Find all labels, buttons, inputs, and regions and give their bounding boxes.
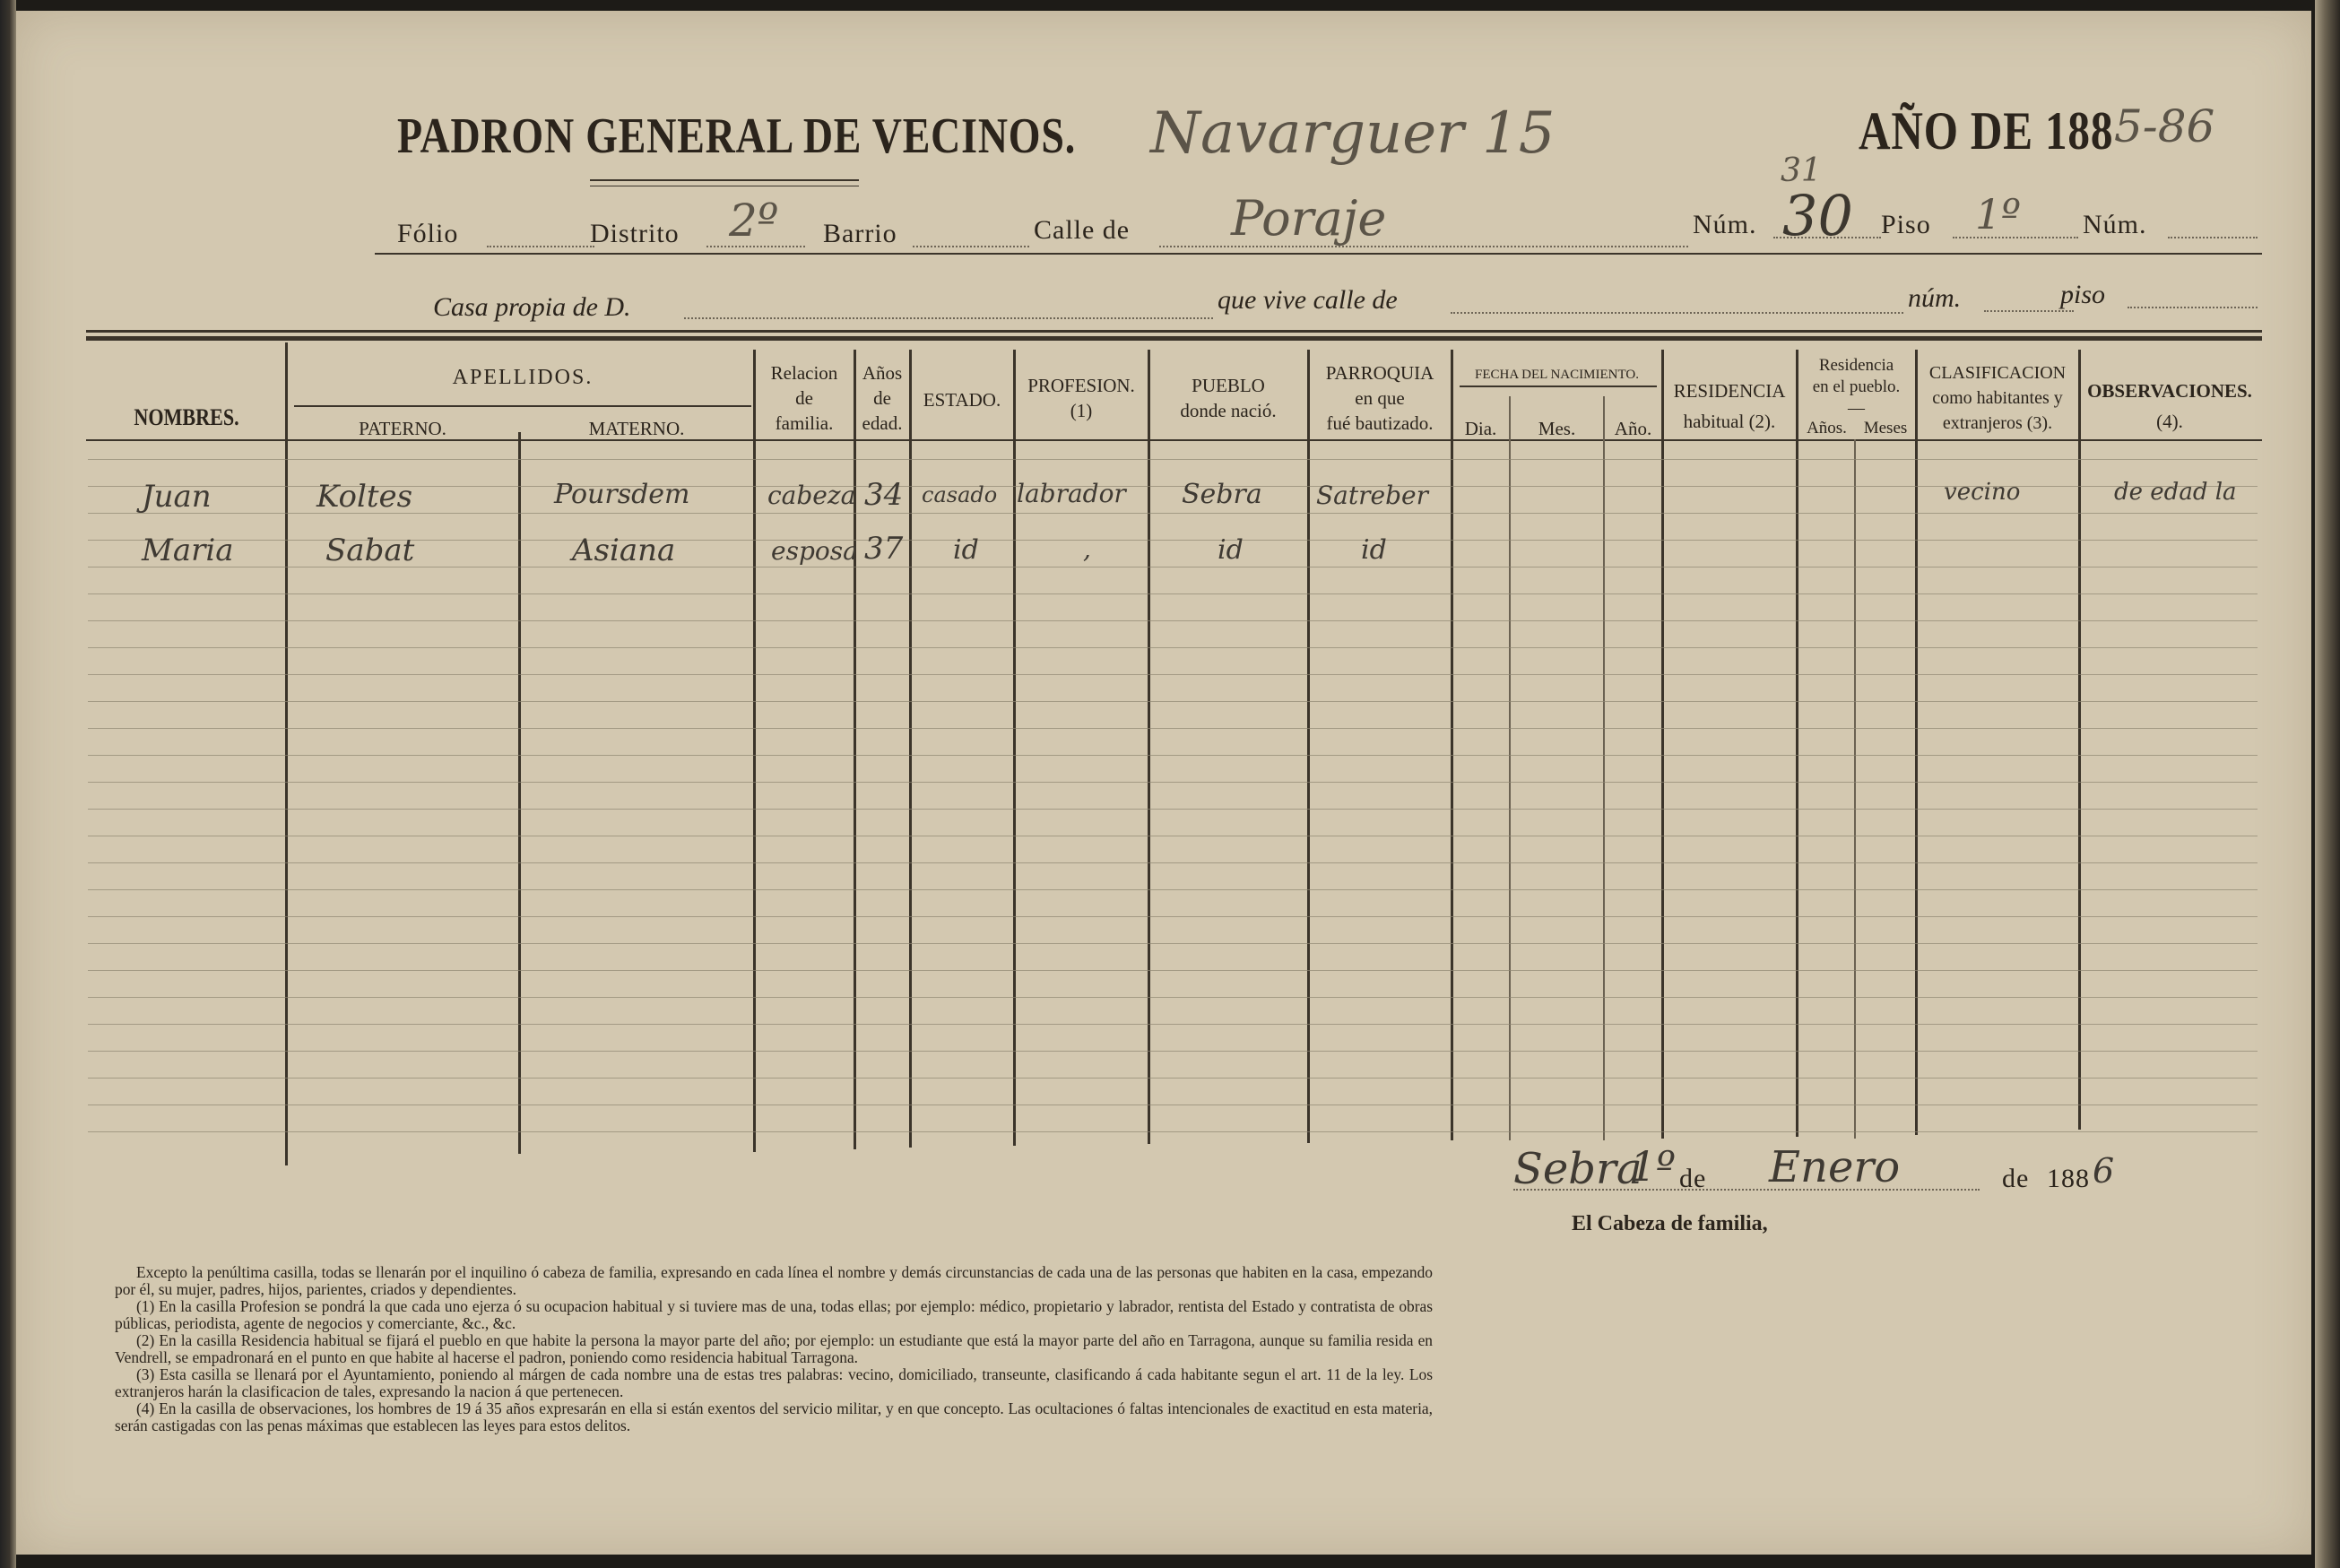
ruled-line bbox=[88, 755, 2258, 756]
ruled-line bbox=[88, 1078, 2258, 1079]
ruled-line bbox=[88, 1051, 2258, 1052]
num2-label: Núm. bbox=[2083, 210, 2147, 239]
ruled-line bbox=[88, 486, 2258, 487]
num-label: Núm. bbox=[1693, 210, 1757, 239]
ruled-line bbox=[88, 620, 2258, 621]
ruled-line bbox=[88, 997, 2258, 998]
row2-edad: 37 bbox=[864, 531, 904, 567]
col-line-nombres bbox=[285, 342, 288, 1165]
row2-nombre: Maria bbox=[142, 533, 234, 568]
header-anos bbox=[855, 360, 909, 436]
ruled-line bbox=[88, 674, 2258, 675]
header-profesion-2: (1) bbox=[1070, 400, 1093, 421]
row1-observaciones: de edad la bbox=[2114, 479, 2237, 506]
note-4: (4) En la casilla de observaciones, los hombres de 19 á 35 años expresarán en ella si están exentos del servicio militar, y en que concepto. Las ocultaciones ó faltas intencionales de exactitud en esta materia, serán castigadas con las penas máximas que establecen las leyes para estos delitos. bbox=[115, 1399, 1433, 1434]
table-top-border-thick bbox=[86, 336, 2262, 341]
header-parroquia-3: fué bautizado. bbox=[1326, 412, 1434, 434]
signature-year-printed: 188 bbox=[2047, 1164, 2090, 1193]
header-res-meses: Meses bbox=[1863, 419, 1908, 437]
vive-calle-field bbox=[1451, 312, 1903, 314]
col-line-fecha bbox=[1661, 350, 1664, 1139]
note-1: (1) En la casilla Profesion se pondrá la que cada uno ejerza ó su ocupacion habitual y si tuviere mas de una, todas ellas; por ejemplo: médico, propietario y labrador, rentista del Estado y contratista de obras públicas, periodista, agente de negocios y comerciante, &c., &c. bbox=[115, 1297, 1433, 1332]
col-line-dia bbox=[1509, 396, 1511, 1140]
distrito-value: 2º bbox=[729, 195, 779, 247]
ruled-line bbox=[88, 916, 2258, 917]
ruled-line bbox=[88, 459, 2258, 460]
signature-day: 1º bbox=[1630, 1142, 1676, 1191]
col-line-clasificacion bbox=[2078, 350, 2081, 1130]
row2-parroquia: id bbox=[1361, 534, 1387, 566]
header-ano: Año. bbox=[1614, 418, 1652, 439]
num-value: 30 bbox=[1782, 183, 1853, 248]
row2-relacion: esposa bbox=[771, 536, 858, 566]
header-residencia bbox=[1663, 378, 1796, 434]
header-observaciones bbox=[2080, 378, 2259, 434]
header-pueblo bbox=[1149, 373, 1307, 423]
signature-month: Enero bbox=[1769, 1142, 1901, 1192]
header-relacion-3: familia. bbox=[775, 412, 834, 434]
ruled-line bbox=[88, 728, 2258, 729]
ruled-line bbox=[88, 782, 2258, 783]
header-relacion-1: Relacion bbox=[770, 362, 838, 384]
ruled-line bbox=[88, 862, 2258, 863]
ruled-line bbox=[88, 1131, 2258, 1132]
calle-label: Calle de bbox=[1034, 215, 1131, 245]
ruled-line bbox=[88, 943, 2258, 944]
ruled-line bbox=[88, 593, 2258, 594]
owner-num-label: núm. bbox=[1908, 283, 1962, 313]
header-parroquia-1: PARROQUIA bbox=[1325, 362, 1434, 384]
ruled-line bbox=[88, 701, 2258, 702]
folio-field bbox=[487, 246, 594, 247]
ruled-line bbox=[88, 513, 2258, 514]
row1-nombre: Juan bbox=[142, 479, 212, 515]
number-above-handwritten: 31 bbox=[1781, 152, 1822, 189]
header-apellidos: APELLIDOS. bbox=[452, 366, 594, 389]
signature-de-1: de bbox=[1679, 1164, 1707, 1193]
title-underline bbox=[590, 179, 859, 181]
header-res-pueblo-2: en el pueblo. bbox=[1812, 377, 1901, 396]
owner-piso-label: piso bbox=[2060, 280, 2106, 309]
ruled-line bbox=[88, 889, 2258, 890]
col-line-materno bbox=[753, 350, 756, 1152]
header-parroquia-2: en que bbox=[1355, 387, 1405, 409]
handwritten-street-note: Navarguer 15 bbox=[1150, 100, 1556, 167]
row1-parroquia: Satreber bbox=[1316, 481, 1428, 510]
row2-estado: id bbox=[953, 534, 979, 566]
barrio-field bbox=[913, 246, 1029, 247]
row1-clasificacion: vecino bbox=[1944, 479, 2021, 506]
header-clasificacion-1: CLASIFICACION bbox=[1928, 363, 2067, 383]
row1-estado: casado bbox=[922, 482, 998, 507]
col-line-res-pueblo bbox=[1915, 350, 1918, 1135]
header-estado: ESTADO. bbox=[923, 389, 1001, 411]
form-title: PADRON GENERAL DE VECINOS. bbox=[397, 108, 1077, 164]
header-pueblo-1: PUEBLO bbox=[1192, 375, 1265, 396]
barrio-label: Barrio bbox=[823, 219, 897, 248]
header-profesion-1: PROFESION. bbox=[1027, 375, 1135, 396]
header-fecha: FECHA DEL NACIMIENTO. bbox=[1475, 368, 1639, 382]
note-intro: Excepto la penúltima casilla, todas se llenarán por el inquilino ó cabeza de familia, expresando en cada línea el nombre y demás circunstancias de cada una de las personas que habiten en la casa, empezando por él, su mujer, padres, hijos, parientes, criados y dependientes. bbox=[115, 1263, 1433, 1298]
header-parroquia bbox=[1309, 360, 1451, 436]
header-mes: Mes. bbox=[1538, 418, 1576, 439]
col-line-anos bbox=[909, 350, 912, 1148]
header-anos-2: de bbox=[873, 387, 891, 409]
header-relacion bbox=[755, 360, 854, 436]
header-nombres: NOMBRES. bbox=[134, 404, 239, 430]
row1-edad: 34 bbox=[864, 477, 904, 513]
signature-de-2: de bbox=[2002, 1164, 2030, 1193]
header-residencia-2: habitual (2). bbox=[1683, 411, 1776, 432]
header-res-pueblo-1: Residencia bbox=[1818, 356, 1894, 375]
col-line-profesion bbox=[1148, 350, 1150, 1144]
header-anos-3: edad. bbox=[862, 412, 903, 434]
header-observaciones-1: OBSERVACIONES. bbox=[2087, 380, 2252, 402]
distrito-label: Distrito bbox=[590, 219, 680, 248]
header-res-pueblo bbox=[1798, 355, 1915, 420]
ruled-line bbox=[88, 970, 2258, 971]
row2-profesion: , bbox=[1083, 534, 1091, 564]
header-residencia-1: RESIDENCIA bbox=[1673, 380, 1786, 402]
num2-field bbox=[2168, 237, 2258, 238]
instructions-notes bbox=[115, 1264, 1433, 1434]
header-res-anos: Años. bbox=[1807, 419, 1847, 437]
header-res-pueblo-3: — bbox=[1848, 399, 1865, 418]
year-label: AÑO DE 188 bbox=[1859, 101, 2114, 160]
page-edge-right bbox=[2315, 0, 2340, 1568]
address-divider bbox=[375, 253, 2262, 255]
owner-num-field bbox=[1984, 310, 2074, 312]
header-dia: Dia. bbox=[1464, 418, 1497, 439]
apellidos-underline bbox=[294, 405, 751, 407]
signature-year-hand: 6 bbox=[2093, 1151, 2115, 1191]
ruled-line bbox=[88, 647, 2258, 648]
signature-place: Sebra bbox=[1513, 1144, 1642, 1194]
calle-value: Poraje bbox=[1231, 190, 1387, 247]
header-pueblo-2: donde nació. bbox=[1180, 400, 1277, 421]
casa-propia-label: Casa propia de D. bbox=[433, 292, 631, 322]
table-top-border bbox=[86, 330, 2262, 333]
row2-paterno: Sabat bbox=[325, 533, 415, 568]
col-line-parroquia bbox=[1451, 350, 1453, 1140]
header-clasificacion bbox=[1917, 360, 2078, 436]
col-line-res-anos bbox=[1854, 439, 1856, 1139]
piso-value: 1º bbox=[1975, 190, 2021, 238]
header-materno: MATERNO. bbox=[588, 418, 685, 439]
year-handwritten: 5-86 bbox=[2114, 100, 2215, 152]
census-form-sheet bbox=[16, 11, 2311, 1555]
owner-piso-field bbox=[2128, 307, 2258, 308]
row2-materno: Asiana bbox=[572, 533, 676, 568]
header-clasificacion-2: como habitantes y bbox=[1932, 388, 2063, 408]
ruled-line bbox=[88, 1024, 2258, 1025]
row1-materno: Poursdem bbox=[554, 479, 690, 510]
signature-date-field bbox=[1513, 1189, 1980, 1191]
ruled-line bbox=[88, 809, 2258, 810]
row1-profesion: labrador bbox=[1017, 479, 1126, 508]
header-relacion-2: de bbox=[795, 387, 813, 409]
header-observaciones-2: (4). bbox=[2156, 411, 2183, 432]
row1-paterno: Koltes bbox=[316, 479, 413, 515]
piso-label: Piso bbox=[1881, 210, 1931, 239]
note-3: (3) Esta casilla se llenará por el Ayuntamiento, poniendo al márgen de cada nombre una de estas tres palabras: vecino, domiciliado, transeunte, clasificando á cada habitante segun el art. 11 de la ley. Los extranjeros harán la clasificacion de tales, expresando la nacion á que pertenecen. bbox=[115, 1365, 1433, 1400]
col-line-mes bbox=[1603, 396, 1605, 1140]
row1-pueblo: Sebra bbox=[1182, 479, 1262, 510]
row2-pueblo: id bbox=[1218, 534, 1244, 566]
casa-propia-field bbox=[684, 317, 1213, 319]
header-clasificacion-3: extranjeros (3). bbox=[1942, 413, 2053, 433]
col-line-relacion bbox=[854, 350, 856, 1149]
note-2: (2) En la casilla Residencia habitual se fijará el pueblo en que habite la persona la mayor parte del año; por ejemplo: un estudiante que está la mayor parte del año en Tarragona, aunque su familia resida en Vendrell, se empadronará en el punto en que habite al hacerse el padron, poniendo como residencia habitual Tarragona. bbox=[115, 1331, 1433, 1366]
col-line-estado bbox=[1013, 350, 1016, 1146]
binding-edge-left bbox=[0, 0, 16, 1568]
header-profesion bbox=[1015, 373, 1148, 423]
col-line-residencia bbox=[1796, 350, 1798, 1137]
header-anos-1: Años bbox=[862, 362, 903, 384]
folio-label: Fólio bbox=[397, 219, 459, 248]
row1-relacion: cabeza bbox=[767, 481, 856, 510]
header-paterno: PATERNO. bbox=[359, 418, 446, 439]
vive-calle-label: que vive calle de bbox=[1218, 285, 1398, 315]
cabeza-familia-label: El Cabeza de familia, bbox=[1572, 1212, 1768, 1235]
